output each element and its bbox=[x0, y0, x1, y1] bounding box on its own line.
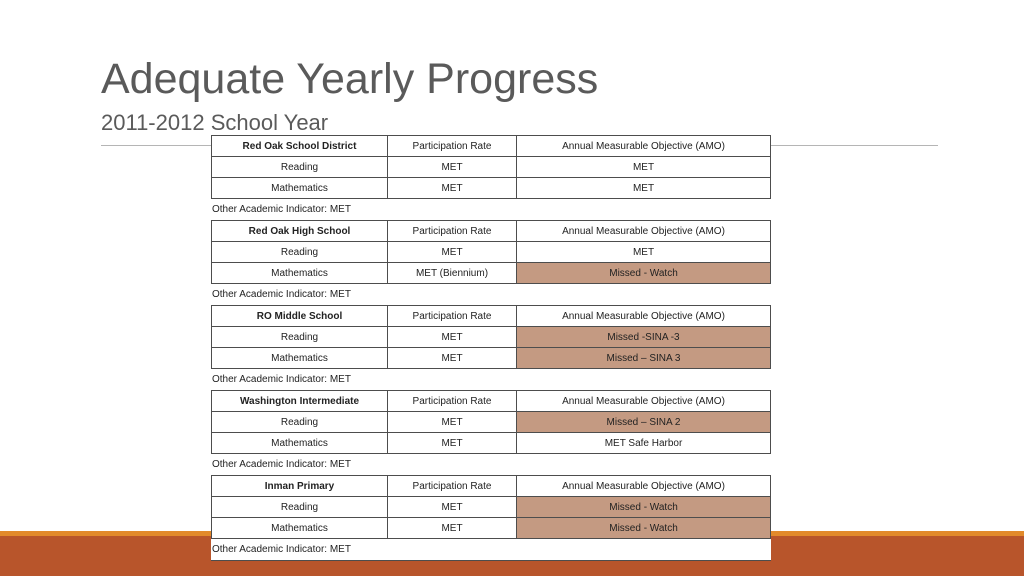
participation-cell: MET bbox=[388, 497, 517, 518]
table-header-row bbox=[212, 476, 771, 497]
table-header-row bbox=[212, 391, 771, 412]
amo-cell: MET bbox=[517, 242, 771, 263]
amo-cell-missed: Missed - Watch bbox=[517, 497, 771, 518]
school-table-high-school bbox=[211, 220, 771, 284]
table-row bbox=[212, 263, 771, 284]
participation-header: Participation Rate bbox=[388, 391, 517, 412]
table-row bbox=[212, 433, 771, 454]
other-indicator: Other Academic Indicator: MET bbox=[211, 199, 771, 220]
table-header-row bbox=[212, 136, 771, 157]
other-indicator: Other Academic Indicator: MET bbox=[211, 539, 771, 561]
table-row bbox=[212, 518, 771, 539]
school-name: Red Oak High School bbox=[212, 221, 388, 242]
participation-header: Participation Rate bbox=[388, 136, 517, 157]
table-header-row bbox=[212, 221, 771, 242]
table-row bbox=[212, 178, 771, 199]
subject-cell: Reading bbox=[212, 327, 388, 348]
participation-cell: MET bbox=[388, 242, 517, 263]
school-name: Red Oak School District bbox=[212, 136, 388, 157]
ayp-tables bbox=[211, 135, 771, 561]
subject-cell: Mathematics bbox=[212, 178, 388, 199]
school-table-district bbox=[211, 135, 771, 199]
school-table-middle-school bbox=[211, 305, 771, 369]
participation-cell: MET bbox=[388, 327, 517, 348]
participation-header: Participation Rate bbox=[388, 221, 517, 242]
other-indicator: Other Academic Indicator: MET bbox=[211, 284, 771, 305]
school-table-intermediate bbox=[211, 390, 771, 454]
subject-cell: Reading bbox=[212, 157, 388, 178]
other-indicator: Other Academic Indicator: MET bbox=[211, 369, 771, 390]
school-name: Washington Intermediate bbox=[212, 391, 388, 412]
table-row bbox=[212, 412, 771, 433]
subject-cell: Mathematics bbox=[212, 518, 388, 539]
subject-cell: Mathematics bbox=[212, 433, 388, 454]
table-row bbox=[212, 242, 771, 263]
amo-cell-missed: Missed – SINA 2 bbox=[517, 412, 771, 433]
school-table-primary bbox=[211, 475, 771, 539]
participation-cell: MET bbox=[388, 518, 517, 539]
amo-cell: MET bbox=[517, 157, 771, 178]
subject-cell: Mathematics bbox=[212, 348, 388, 369]
participation-cell: MET (Biennium) bbox=[388, 263, 517, 284]
amo-header: Annual Measurable Objective (AMO) bbox=[517, 136, 771, 157]
amo-cell: MET bbox=[517, 178, 771, 199]
slide-subtitle: 2011-2012 School Year bbox=[101, 110, 329, 135]
amo-cell: MET Safe Harbor bbox=[517, 433, 771, 454]
participation-header: Participation Rate bbox=[388, 306, 517, 327]
school-name: Inman Primary bbox=[212, 476, 388, 497]
amo-header: Annual Measurable Objective (AMO) bbox=[517, 476, 771, 497]
amo-header: Annual Measurable Objective (AMO) bbox=[517, 221, 771, 242]
participation-header: Participation Rate bbox=[388, 476, 517, 497]
slide-title: Adequate Yearly Progress bbox=[101, 55, 599, 103]
table-row bbox=[212, 157, 771, 178]
amo-header: Annual Measurable Objective (AMO) bbox=[517, 306, 771, 327]
table-header-row bbox=[212, 306, 771, 327]
amo-header: Annual Measurable Objective (AMO) bbox=[517, 391, 771, 412]
amo-cell-missed: Missed – SINA 3 bbox=[517, 348, 771, 369]
subject-cell: Mathematics bbox=[212, 263, 388, 284]
other-indicator: Other Academic Indicator: MET bbox=[211, 454, 771, 475]
amo-cell-missed: Missed - Watch bbox=[517, 518, 771, 539]
participation-cell: MET bbox=[388, 178, 517, 199]
amo-cell-missed: Missed -SINA -3 bbox=[517, 327, 771, 348]
table-row bbox=[212, 348, 771, 369]
table-row bbox=[212, 497, 771, 518]
school-name: RO Middle School bbox=[212, 306, 388, 327]
participation-cell: MET bbox=[388, 433, 517, 454]
subject-cell: Reading bbox=[212, 242, 388, 263]
amo-cell-missed: Missed - Watch bbox=[517, 263, 771, 284]
subject-cell: Reading bbox=[212, 412, 388, 433]
participation-cell: MET bbox=[388, 157, 517, 178]
table-row bbox=[212, 327, 771, 348]
participation-cell: MET bbox=[388, 412, 517, 433]
participation-cell: MET bbox=[388, 348, 517, 369]
subject-cell: Reading bbox=[212, 497, 388, 518]
